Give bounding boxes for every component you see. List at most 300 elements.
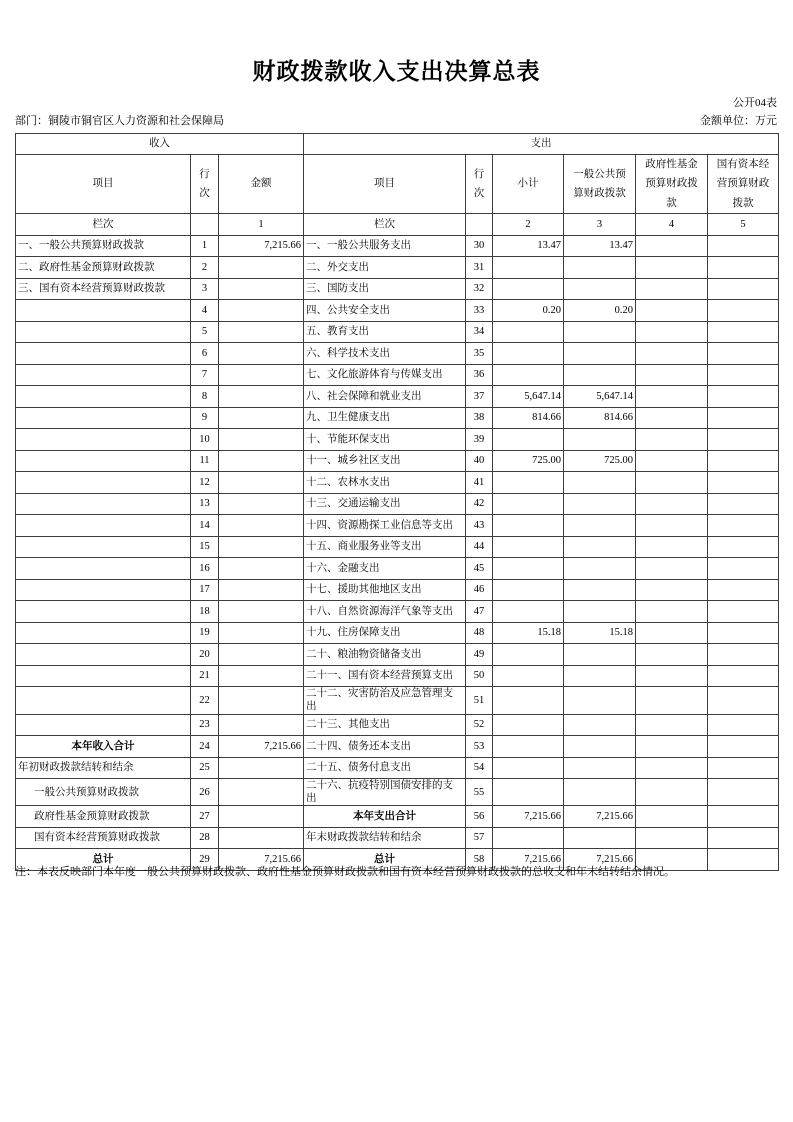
expense-item-cell: 二十六、抗疫特别国债安排的支出 [304, 779, 466, 806]
table-group-header [16, 134, 779, 155]
col-expense-general: 一般公共预算财政拨款 [564, 155, 636, 214]
table-row [16, 601, 779, 623]
expense-item-cell: 十六、金融支出 [304, 558, 466, 580]
table-row [16, 450, 779, 472]
expense-govfund-cell [636, 558, 708, 580]
expense-statecap-cell [708, 515, 779, 537]
income-item-cell [16, 579, 191, 601]
expense-item-cell: 总计 [304, 849, 466, 871]
expense-govfund-cell [636, 429, 708, 451]
expense-statecap-cell [708, 300, 779, 322]
income-group-header: 收入 [16, 134, 304, 155]
expense-line-cell: 37 [466, 386, 493, 408]
expense-statecap-cell [708, 601, 779, 623]
income-line-cell: 15 [191, 536, 219, 558]
income-amount-cell [219, 450, 304, 472]
expense-govfund-cell [636, 386, 708, 408]
income-line-cell: 22 [191, 687, 219, 714]
table-row [16, 429, 779, 451]
page-title: 财政拨款收入支出决算总表 [252, 58, 541, 84]
income-item-cell: 本年收入合计 [16, 736, 191, 758]
expense-general-cell [564, 558, 636, 580]
table-row [16, 257, 779, 279]
expense-subtotal-cell [493, 343, 564, 365]
income-line-cell: 1 [191, 235, 219, 257]
income-line-cell: 7 [191, 364, 219, 386]
expense-general-cell: 0.20 [564, 300, 636, 322]
expense-subtotal-cell: 15.18 [493, 622, 564, 644]
income-item-cell [16, 343, 191, 365]
expense-item-cell: 十三、交通运输支出 [304, 493, 466, 515]
income-amount-cell [219, 321, 304, 343]
expense-subtotal-cell [493, 364, 564, 386]
expense-general-cell [564, 601, 636, 623]
table-row [16, 757, 779, 779]
expense-item-cell: 十二、农林水支出 [304, 472, 466, 494]
expense-item-cell: 年末财政拨款结转和结余 [304, 827, 466, 849]
expense-general-cell [564, 665, 636, 687]
expense-general-cell [564, 687, 636, 714]
expense-line-cell: 34 [466, 321, 493, 343]
expense-general-cell [564, 343, 636, 365]
table-row [16, 644, 779, 666]
table-row [16, 300, 779, 322]
expense-subtotal-cell [493, 827, 564, 849]
expense-item-cell: 二十一、国有资本经营预算支出 [304, 665, 466, 687]
table-row [16, 407, 779, 429]
income-amount-cell [219, 687, 304, 714]
expense-item-cell: 十一、城乡社区支出 [304, 450, 466, 472]
income-line-cell: 12 [191, 472, 219, 494]
expense-subtotal-cell: 0.20 [493, 300, 564, 322]
expense-govfund-cell [636, 687, 708, 714]
expense-line-cell: 42 [466, 493, 493, 515]
expense-general-cell [564, 257, 636, 279]
lanci-expense-general: 3 [564, 214, 636, 236]
expense-statecap-cell [708, 450, 779, 472]
col-income-item: 项目 [16, 155, 191, 214]
income-line-cell: 11 [191, 450, 219, 472]
income-item-cell [16, 515, 191, 537]
income-line-cell: 20 [191, 644, 219, 666]
expense-general-cell [564, 364, 636, 386]
table-row [16, 386, 779, 408]
income-amount-cell: 7,215.66 [219, 736, 304, 758]
expense-subtotal-cell [493, 579, 564, 601]
income-item-cell: 三、国有资本经营预算财政拨款 [16, 278, 191, 300]
expense-item-cell: 八、社会保障和就业支出 [304, 386, 466, 408]
expense-statecap-cell [708, 736, 779, 758]
lanci-income-label: 栏次 [16, 214, 191, 236]
amount-unit-label: 金额单位：万元 [700, 115, 777, 127]
income-amount-cell [219, 665, 304, 687]
income-line-cell: 27 [191, 806, 219, 828]
expense-subtotal-cell [493, 687, 564, 714]
expense-govfund-cell [636, 300, 708, 322]
expense-statecap-cell [708, 407, 779, 429]
expense-line-cell: 55 [466, 779, 493, 806]
table-row [16, 579, 779, 601]
expense-govfund-cell [636, 714, 708, 736]
expense-statecap-cell [708, 827, 779, 849]
column-number-row [16, 214, 779, 236]
expense-subtotal-cell [493, 321, 564, 343]
expense-general-cell [564, 493, 636, 515]
expense-govfund-cell [636, 736, 708, 758]
income-line-cell: 18 [191, 601, 219, 623]
income-line-cell: 2 [191, 257, 219, 279]
expense-line-cell: 39 [466, 429, 493, 451]
income-item-cell [16, 665, 191, 687]
col-expense-line: 行次 [466, 155, 493, 214]
expense-line-cell: 50 [466, 665, 493, 687]
table-row [16, 472, 779, 494]
income-amount-cell [219, 806, 304, 828]
table-row [16, 515, 779, 537]
income-amount-cell [219, 779, 304, 806]
expense-statecap-cell [708, 429, 779, 451]
expense-subtotal-cell: 7,215.66 [493, 806, 564, 828]
income-item-cell [16, 472, 191, 494]
expense-govfund-cell [636, 827, 708, 849]
expense-statecap-cell [708, 714, 779, 736]
expense-general-cell: 814.66 [564, 407, 636, 429]
income-amount-cell [219, 472, 304, 494]
expense-item-cell: 三、国防支出 [304, 278, 466, 300]
table-row [16, 343, 779, 365]
income-item-cell: 政府性基金预算财政拨款 [16, 806, 191, 828]
lanci-expense-subtotal: 2 [493, 214, 564, 236]
income-item-cell [16, 493, 191, 515]
expense-line-cell: 56 [466, 806, 493, 828]
expense-general-cell [564, 429, 636, 451]
table-row [16, 235, 779, 257]
expense-general-cell [564, 472, 636, 494]
expense-subtotal-cell: 7,215.66 [493, 849, 564, 871]
income-item-cell [16, 644, 191, 666]
expense-line-cell: 51 [466, 687, 493, 714]
expense-general-cell [564, 644, 636, 666]
expense-govfund-cell [636, 579, 708, 601]
expense-govfund-cell [636, 235, 708, 257]
income-amount-cell [219, 300, 304, 322]
income-item-cell: 一般公共预算财政拨款 [16, 779, 191, 806]
expense-general-cell [564, 757, 636, 779]
expense-subtotal-cell [493, 257, 564, 279]
income-item-cell [16, 536, 191, 558]
expense-statecap-cell [708, 257, 779, 279]
income-line-cell: 10 [191, 429, 219, 451]
expenditure-group-header: 支出 [304, 134, 779, 155]
income-line-cell: 16 [191, 558, 219, 580]
income-line-cell: 14 [191, 515, 219, 537]
income-item-cell [16, 601, 191, 623]
expense-item-cell: 五、教育支出 [304, 321, 466, 343]
expense-item-cell: 二十四、债务还本支出 [304, 736, 466, 758]
department-label: 部门：铜陵市铜官区人力资源和社会保障局 [15, 115, 224, 127]
expense-statecap-cell [708, 579, 779, 601]
expense-govfund-cell [636, 515, 708, 537]
income-item-cell [16, 429, 191, 451]
income-item-cell: 总计 [16, 849, 191, 871]
income-line-cell: 28 [191, 827, 219, 849]
expense-govfund-cell [636, 757, 708, 779]
income-amount-cell [219, 429, 304, 451]
expense-line-cell: 43 [466, 515, 493, 537]
expense-item-cell: 十九、住房保障支出 [304, 622, 466, 644]
income-item-cell [16, 386, 191, 408]
expense-general-cell: 7,215.66 [564, 849, 636, 871]
expense-statecap-cell [708, 757, 779, 779]
expense-general-cell [564, 536, 636, 558]
expense-item-cell: 四、公共安全支出 [304, 300, 466, 322]
summary-table [15, 133, 779, 871]
table-column-header [16, 155, 779, 214]
expense-item-cell: 十五、商业服务业等支出 [304, 536, 466, 558]
expense-line-cell: 33 [466, 300, 493, 322]
expense-subtotal-cell [493, 493, 564, 515]
income-line-cell: 23 [191, 714, 219, 736]
expense-item-cell: 十四、资源勘探工业信息等支出 [304, 515, 466, 537]
income-item-cell [16, 407, 191, 429]
col-income-amount: 金额 [219, 155, 304, 214]
expense-item-cell: 十八、自然资源海洋气象等支出 [304, 601, 466, 623]
income-line-cell: 19 [191, 622, 219, 644]
table-row [16, 665, 779, 687]
expense-subtotal-cell [493, 515, 564, 537]
expense-statecap-cell [708, 386, 779, 408]
expense-statecap-cell [708, 493, 779, 515]
lanci-expense-statecap: 5 [708, 214, 779, 236]
income-item-cell [16, 300, 191, 322]
expense-item-cell: 七、文化旅游体育与传媒支出 [304, 364, 466, 386]
expense-subtotal-cell [493, 644, 564, 666]
expense-line-cell: 53 [466, 736, 493, 758]
lanci-expense-govfund: 4 [636, 214, 708, 236]
expense-line-cell: 44 [466, 536, 493, 558]
expense-line-cell: 36 [466, 364, 493, 386]
income-amount-cell [219, 757, 304, 779]
col-expense-statecap: 国有资本经营预算财政拨款 [708, 155, 779, 214]
expense-subtotal-cell [493, 757, 564, 779]
income-amount-cell [219, 343, 304, 365]
income-item-cell [16, 622, 191, 644]
expense-line-cell: 38 [466, 407, 493, 429]
expense-general-cell: 15.18 [564, 622, 636, 644]
table-row [16, 806, 779, 828]
table-row [16, 714, 779, 736]
form-number-label: 公开04表 [733, 97, 777, 109]
expense-general-cell [564, 579, 636, 601]
income-item-cell [16, 687, 191, 714]
expense-line-cell: 32 [466, 278, 493, 300]
income-amount-cell [219, 386, 304, 408]
expense-subtotal-cell: 5,647.14 [493, 386, 564, 408]
expense-subtotal-cell [493, 714, 564, 736]
expense-statecap-cell [708, 235, 779, 257]
expense-general-cell [564, 278, 636, 300]
income-amount-cell [219, 364, 304, 386]
expense-subtotal-cell [493, 779, 564, 806]
expense-general-cell [564, 827, 636, 849]
expense-item-cell: 十、节能环保支出 [304, 429, 466, 451]
col-expense-govfund: 政府性基金预算财政拨款 [636, 155, 708, 214]
expense-general-cell: 13.47 [564, 235, 636, 257]
expense-line-cell: 57 [466, 827, 493, 849]
income-amount-cell: 7,215.66 [219, 849, 304, 871]
expense-statecap-cell [708, 536, 779, 558]
income-item-cell [16, 558, 191, 580]
expense-line-cell: 35 [466, 343, 493, 365]
expense-statecap-cell [708, 278, 779, 300]
table-row [16, 736, 779, 758]
income-amount-cell [219, 257, 304, 279]
table-row [16, 779, 779, 806]
expense-line-cell: 54 [466, 757, 493, 779]
expense-general-cell [564, 515, 636, 537]
income-line-cell: 29 [191, 849, 219, 871]
income-line-cell: 8 [191, 386, 219, 408]
income-line-cell: 5 [191, 321, 219, 343]
expense-govfund-cell [636, 622, 708, 644]
expense-subtotal-cell [493, 665, 564, 687]
income-line-cell: 4 [191, 300, 219, 322]
expense-line-cell: 31 [466, 257, 493, 279]
expense-subtotal-cell [493, 601, 564, 623]
expense-general-cell [564, 714, 636, 736]
table-row [16, 827, 779, 849]
income-item-cell: 年初财政拨款结转和结余 [16, 757, 191, 779]
expense-line-cell: 41 [466, 472, 493, 494]
expense-subtotal-cell [493, 429, 564, 451]
expense-statecap-cell [708, 364, 779, 386]
expense-item-cell: 一、一般公共服务支出 [304, 235, 466, 257]
expense-statecap-cell [708, 687, 779, 714]
income-amount-cell [219, 622, 304, 644]
expense-govfund-cell [636, 779, 708, 806]
income-item-cell: 二、政府性基金预算财政拨款 [16, 257, 191, 279]
table-body [16, 235, 779, 870]
expense-general-cell [564, 779, 636, 806]
income-amount-cell [219, 493, 304, 515]
income-amount-cell [219, 579, 304, 601]
expense-line-cell: 40 [466, 450, 493, 472]
expense-govfund-cell [636, 601, 708, 623]
expense-statecap-cell [708, 472, 779, 494]
income-line-cell: 3 [191, 278, 219, 300]
expense-item-cell: 二十、粮油物资储备支出 [304, 644, 466, 666]
expense-subtotal-cell: 814.66 [493, 407, 564, 429]
income-amount-cell [219, 278, 304, 300]
table-row [16, 321, 779, 343]
expense-line-cell: 30 [466, 235, 493, 257]
expense-govfund-cell [636, 536, 708, 558]
expense-item-cell: 六、科学技术支出 [304, 343, 466, 365]
expense-item-cell: 二十二、灾害防治及应急管理支出 [304, 687, 466, 714]
expense-subtotal-cell [493, 536, 564, 558]
expense-general-cell: 725.00 [564, 450, 636, 472]
expense-line-cell: 52 [466, 714, 493, 736]
income-amount-cell [219, 601, 304, 623]
expense-govfund-cell [636, 493, 708, 515]
expense-statecap-cell [708, 321, 779, 343]
col-income-line: 行次 [191, 155, 219, 214]
lanci-income-line [191, 214, 219, 236]
income-amount-cell [219, 827, 304, 849]
expense-subtotal-cell [493, 278, 564, 300]
expense-line-cell: 49 [466, 644, 493, 666]
expense-govfund-cell [636, 450, 708, 472]
expense-statecap-cell [708, 644, 779, 666]
income-line-cell: 6 [191, 343, 219, 365]
meta-row [15, 112, 777, 128]
expense-govfund-cell [636, 806, 708, 828]
expense-subtotal-cell: 725.00 [493, 450, 564, 472]
expense-govfund-cell [636, 364, 708, 386]
expense-item-cell: 二十三、其他支出 [304, 714, 466, 736]
table-row [16, 536, 779, 558]
income-line-cell: 13 [191, 493, 219, 515]
expense-subtotal-cell [493, 736, 564, 758]
expense-general-cell: 7,215.66 [564, 806, 636, 828]
income-line-cell: 25 [191, 757, 219, 779]
expense-item-cell: 九、卫生健康支出 [304, 407, 466, 429]
expense-govfund-cell [636, 321, 708, 343]
expense-general-cell [564, 321, 636, 343]
table-row [16, 278, 779, 300]
footnote: 注：本表反映部门本年度一般公共预算财政拨款、政府性基金预算财政拨款和国有资本经营预算财政拨款的总收支和年末结转结余情况。 [15, 866, 675, 878]
income-amount-cell [219, 558, 304, 580]
table-row [16, 622, 779, 644]
table-row [16, 493, 779, 515]
expense-line-cell: 58 [466, 849, 493, 871]
expense-line-cell: 46 [466, 579, 493, 601]
expense-item-cell: 本年支出合计 [304, 806, 466, 828]
expense-govfund-cell [636, 665, 708, 687]
income-line-cell: 17 [191, 579, 219, 601]
col-expense-item: 项目 [304, 155, 466, 214]
expense-general-cell: 5,647.14 [564, 386, 636, 408]
expense-item-cell: 二十五、债务付息支出 [304, 757, 466, 779]
expense-govfund-cell [636, 407, 708, 429]
income-line-cell: 24 [191, 736, 219, 758]
lanci-expense-label: 栏次 [304, 214, 466, 236]
expense-line-cell: 45 [466, 558, 493, 580]
income-amount-cell: 7,215.66 [219, 235, 304, 257]
table-row [16, 687, 779, 714]
expense-line-cell: 47 [466, 601, 493, 623]
expense-statecap-cell [708, 558, 779, 580]
income-amount-cell [219, 407, 304, 429]
income-line-cell: 21 [191, 665, 219, 687]
expense-govfund-cell [636, 644, 708, 666]
col-expense-subtotal: 小计 [493, 155, 564, 214]
income-item-cell [16, 450, 191, 472]
income-item-cell [16, 364, 191, 386]
income-item-cell [16, 714, 191, 736]
expense-govfund-cell [636, 472, 708, 494]
expense-statecap-cell [708, 622, 779, 644]
table-row [16, 364, 779, 386]
expense-govfund-cell [636, 278, 708, 300]
expense-subtotal-cell [493, 558, 564, 580]
expense-item-cell: 二、外交支出 [304, 257, 466, 279]
expense-statecap-cell [708, 665, 779, 687]
expense-statecap-cell [708, 779, 779, 806]
expense-item-cell: 十七、援助其他地区支出 [304, 579, 466, 601]
expense-line-cell: 48 [466, 622, 493, 644]
income-amount-cell [219, 536, 304, 558]
